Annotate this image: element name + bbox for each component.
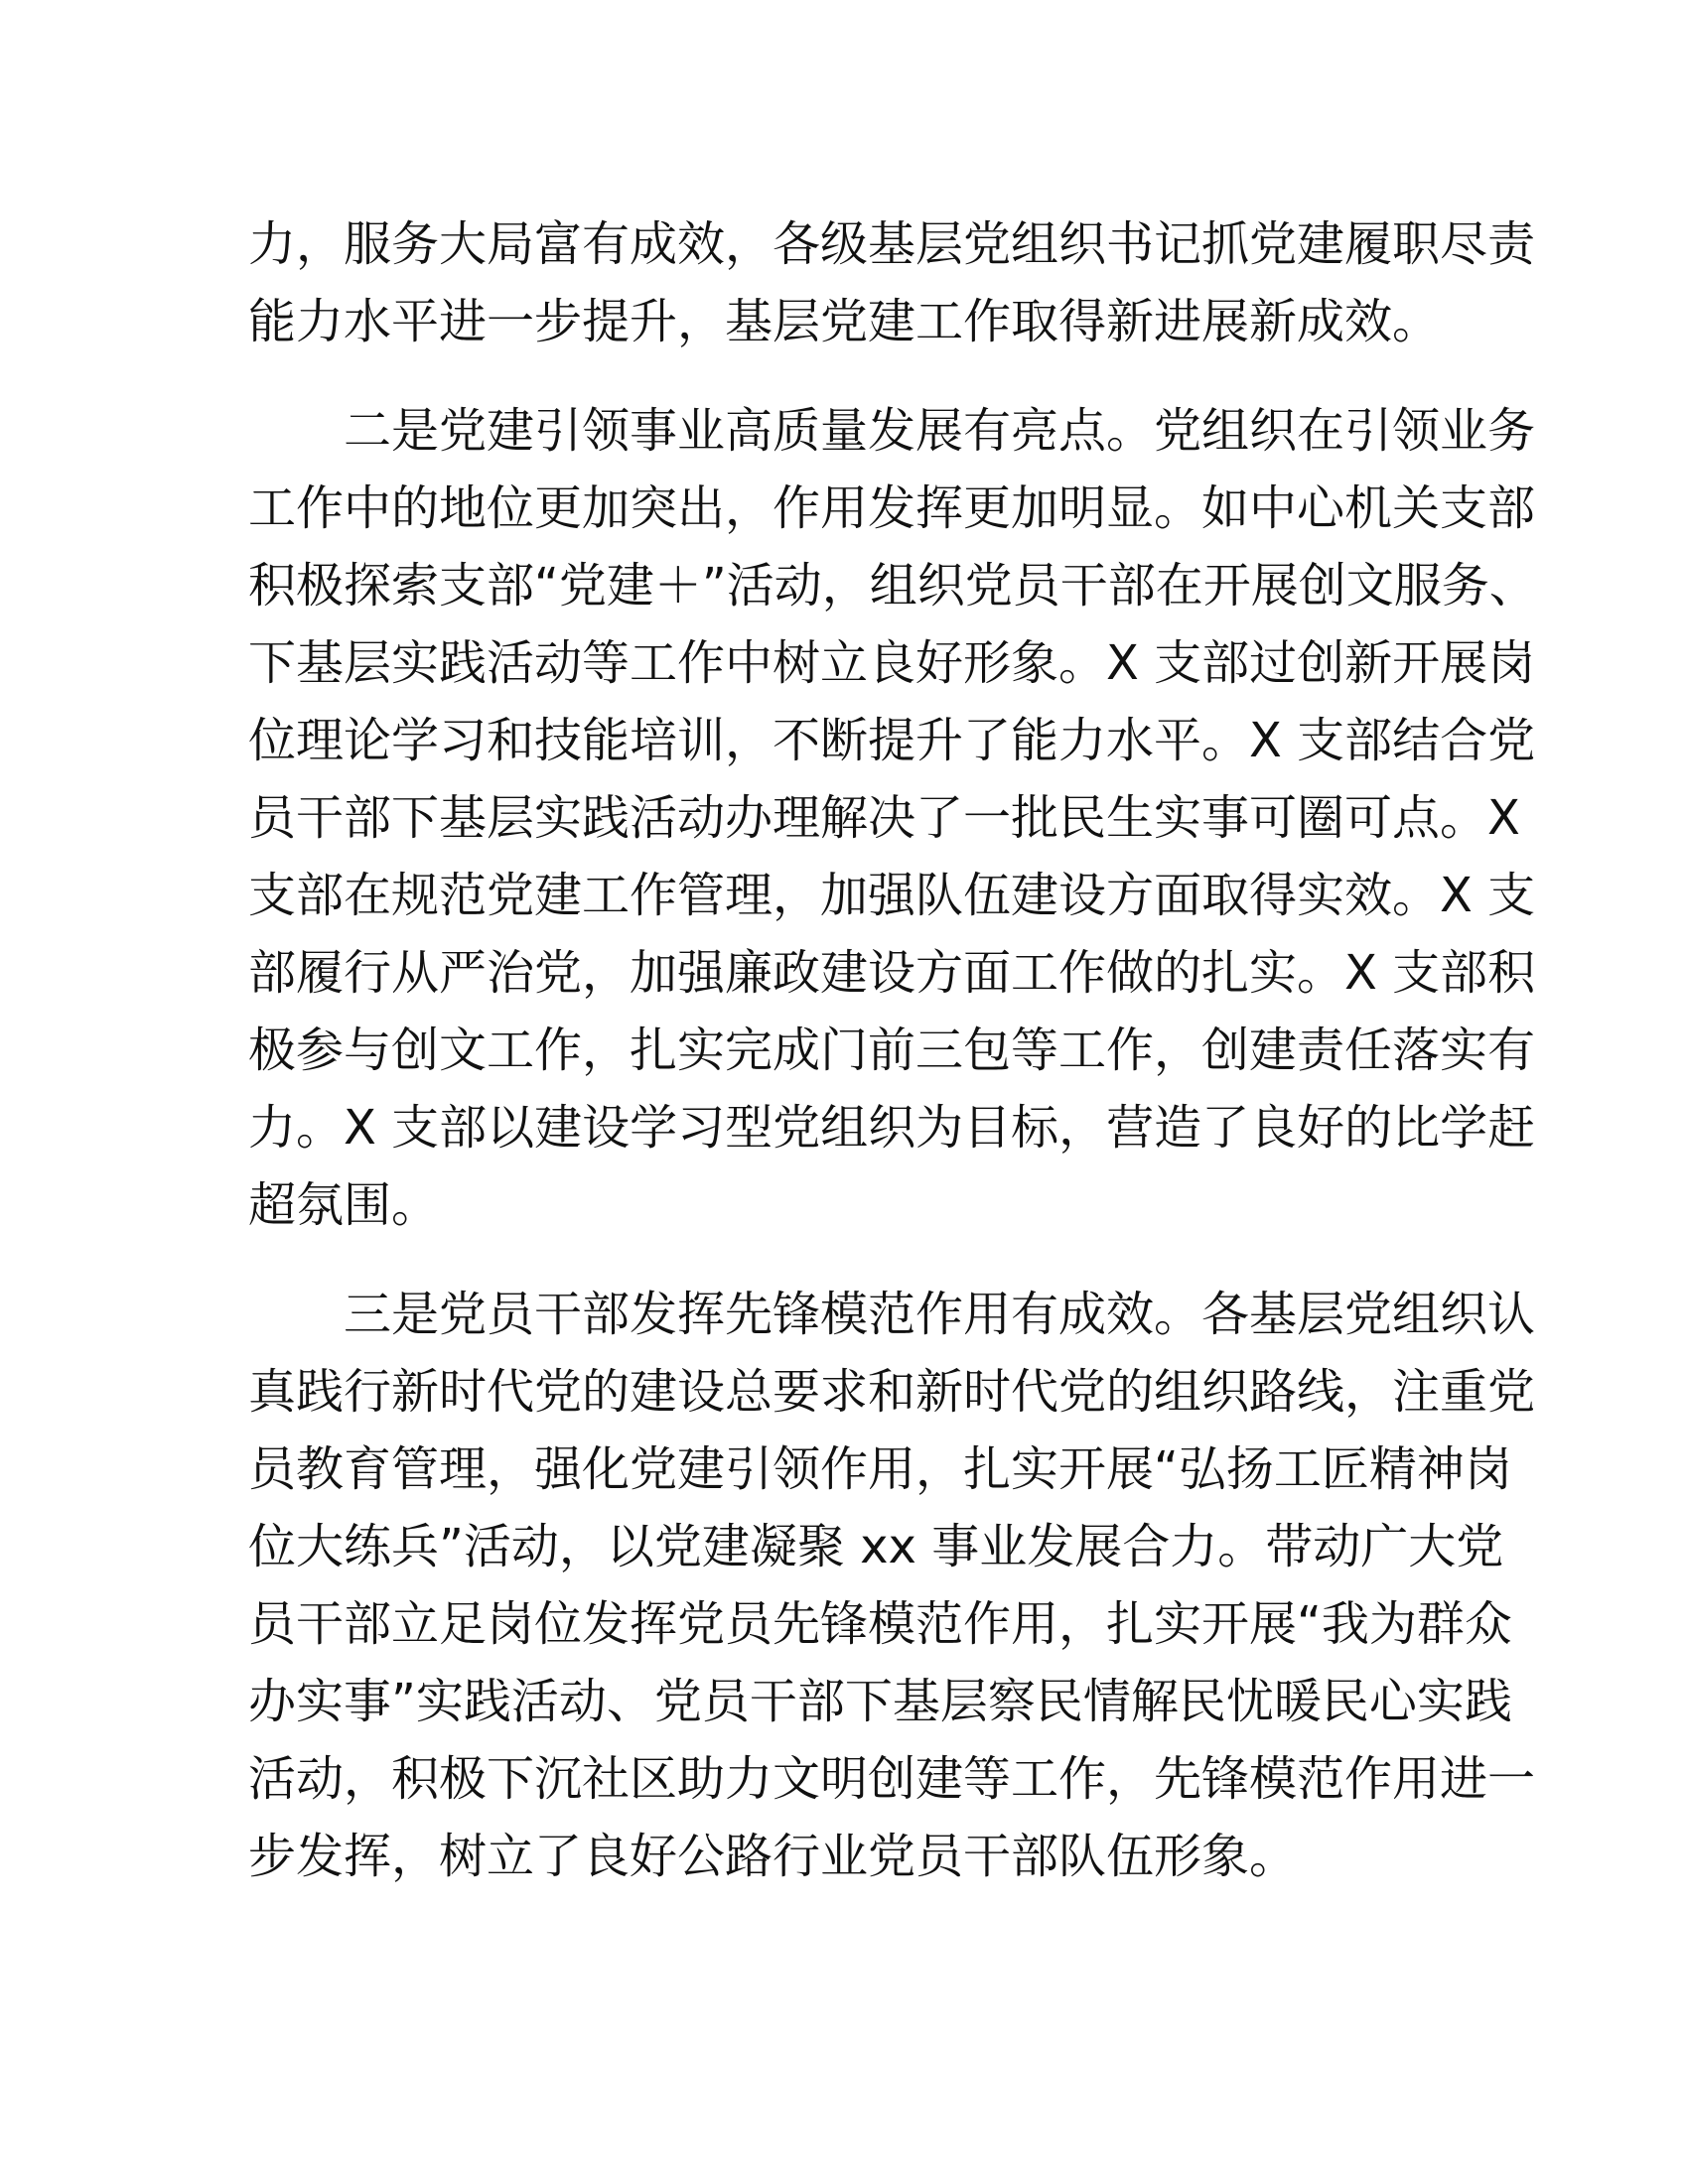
- paragraph-line: 真践行新时代党的建设总要求和新时代党的组织路线，注重党: [248, 1364, 1536, 1420]
- paragraph-2: [248, 392, 1537, 1244]
- paragraph-line: 步发挥，树立了良好公路行业党员干部队伍形象。: [248, 1829, 1298, 1884]
- paragraph-line: 工作中的地位更加突出，作用发挥更加明显。如中心机关支部: [248, 480, 1536, 536]
- paragraph-line: 下基层实践活动等工作中树立良好形象。X 支部过创新开展岗: [248, 635, 1536, 691]
- paragraph-line: 极参与创文工作，扎实完成门前三包等工作，创建责任落实有: [248, 1023, 1536, 1078]
- paragraph-line: 能力水平进一步提升，基层党建工作取得新进展新成效。: [248, 294, 1441, 349]
- paragraph-line: 三是党员干部发挥先锋模范作用有成效。各基层党组织认: [344, 1287, 1536, 1342]
- paragraph-line: 位理论学习和技能培训，不断提升了能力水平。X 支部结合党: [248, 713, 1536, 768]
- paragraph-line: 员教育管理，强化党建引领作用，扎实开展“弘扬工匠精神岗: [248, 1441, 1512, 1497]
- paragraph-line: 活动，积极下沉社区助力文明创建等工作，先锋模范作用进一: [248, 1751, 1536, 1807]
- paragraph-line: 力。X 支部以建设学习型党组织为目标，营造了良好的比学赶: [248, 1100, 1536, 1156]
- paragraph-1: [248, 205, 1536, 360]
- paragraph-line: 员干部立足岗位发挥党员先锋模范作用，扎实开展“我为群众: [248, 1596, 1512, 1652]
- paragraph-3: [248, 1276, 1536, 1895]
- paragraph-line: 员干部下基层实践活动办理解决了一批民生实事可圈可点。X: [248, 790, 1520, 846]
- paragraph-line: 部履行从严治党，加强廉政建设方面工作做的扎实。X 支部积: [248, 945, 1536, 1001]
- paragraph-line: 积极探索支部“党建＋”活动，组织党员干部在开展创文服务、: [248, 558, 1537, 614]
- paragraph-line: 支部在规范党建工作管理，加强队伍建设方面取得实效。X 支: [248, 868, 1536, 923]
- paragraph-line: 超氛围。: [248, 1177, 440, 1233]
- document-body: [248, 205, 1537, 1895]
- paragraph-line: 力，服务大局富有成效，各级基层党组织书记抓党建履职尽责: [248, 216, 1536, 272]
- paragraph-line: 位大练兵”活动，以党建凝聚 xx 事业发展合力。带动广大党: [248, 1519, 1504, 1574]
- paragraph-line: 二是党建引领事业高质量发展有亮点。党组织在引领业务: [344, 403, 1536, 459]
- paragraph-line: 办实事”实践活动、党员干部下基层察民情解民忧暖民心实践: [248, 1674, 1512, 1729]
